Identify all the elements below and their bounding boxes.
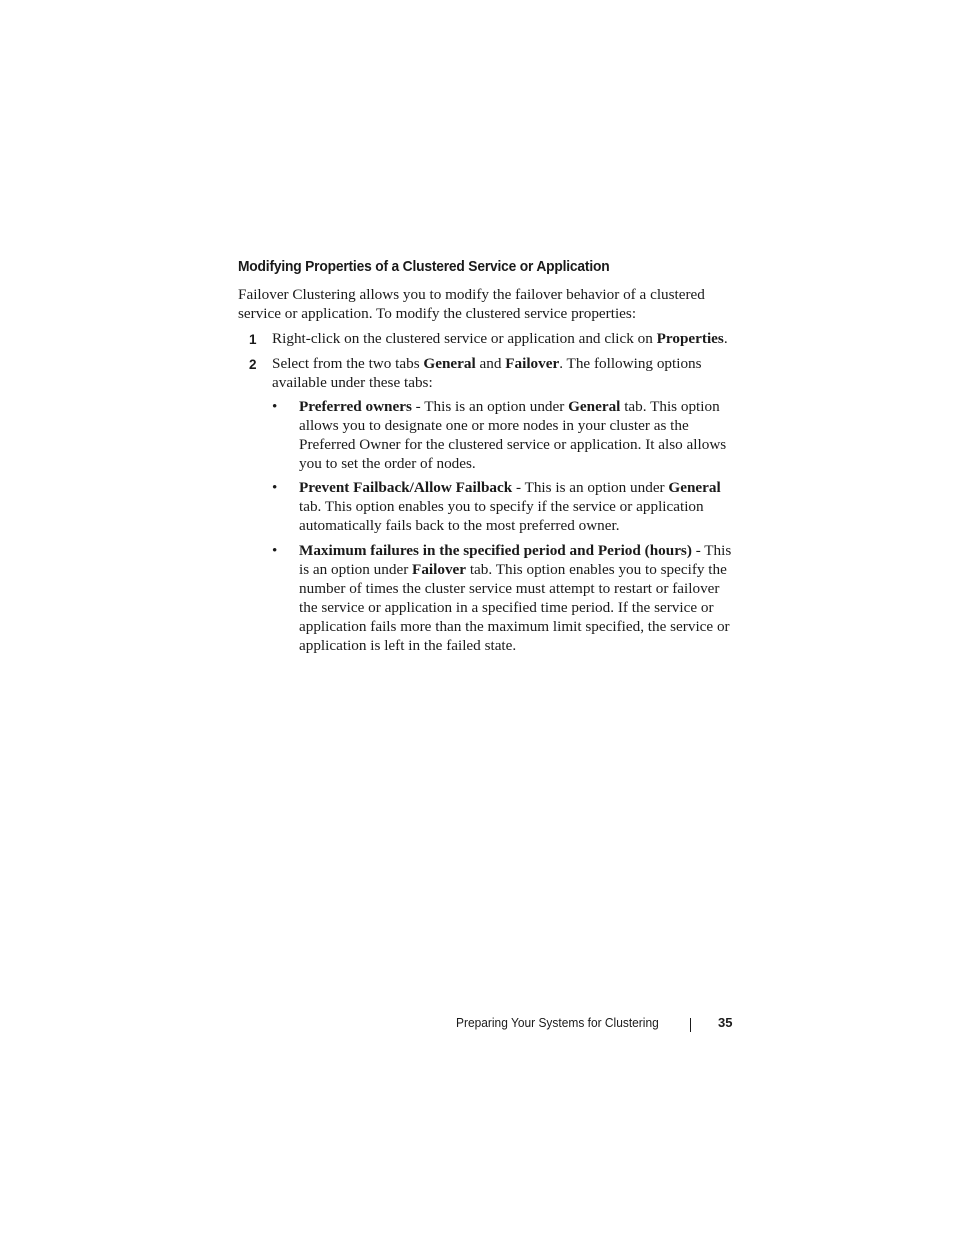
- footer-divider: [690, 1018, 691, 1032]
- step-text: Select from the two tabs General and Failover. The following options available under these tabs:: [272, 355, 702, 391]
- bullet-marker: •: [272, 398, 278, 415]
- step-number: 1: [249, 332, 257, 347]
- section-heading: Modifying Properties of a Clustered Service or Application: [238, 258, 610, 275]
- intro-paragraph: Failover Clustering allows you to modify the failover behavior of a clustered service or application. To modify the clustered service properties:: [238, 286, 705, 322]
- page-number: 35: [718, 1015, 733, 1030]
- bullet-text: Preferred owners - This is an option under General tab. This option allows you to designate one or more nodes in your cluster as the Preferred Owner for the clustered service or application. It also allows you to set the order of nodes.: [299, 398, 727, 472]
- step-number: 2: [249, 357, 257, 372]
- bullet-text: Maximum failures in the specified period and Period (hours) - This is an option under Failover tab. This option enables you to specify the number of times the cluster service must attempt to restart or failover the service or application in a specified time period. If the service or application fails more than the maximum limit specified, the service or application is left in the failed state.: [299, 542, 732, 654]
- bullet-marker: •: [272, 479, 278, 496]
- footer-chapter-title: Preparing Your Systems for Clustering: [456, 1015, 659, 1030]
- step-text: Right-click on the clustered service or application and click on Properties.: [272, 330, 728, 347]
- bullet-text: Prevent Failback/Allow Failback - This is an option under General tab. This option enables you to specify if the service or application automatically fails back to the most preferred owner.: [299, 479, 721, 534]
- bullet-marker: •: [272, 542, 278, 559]
